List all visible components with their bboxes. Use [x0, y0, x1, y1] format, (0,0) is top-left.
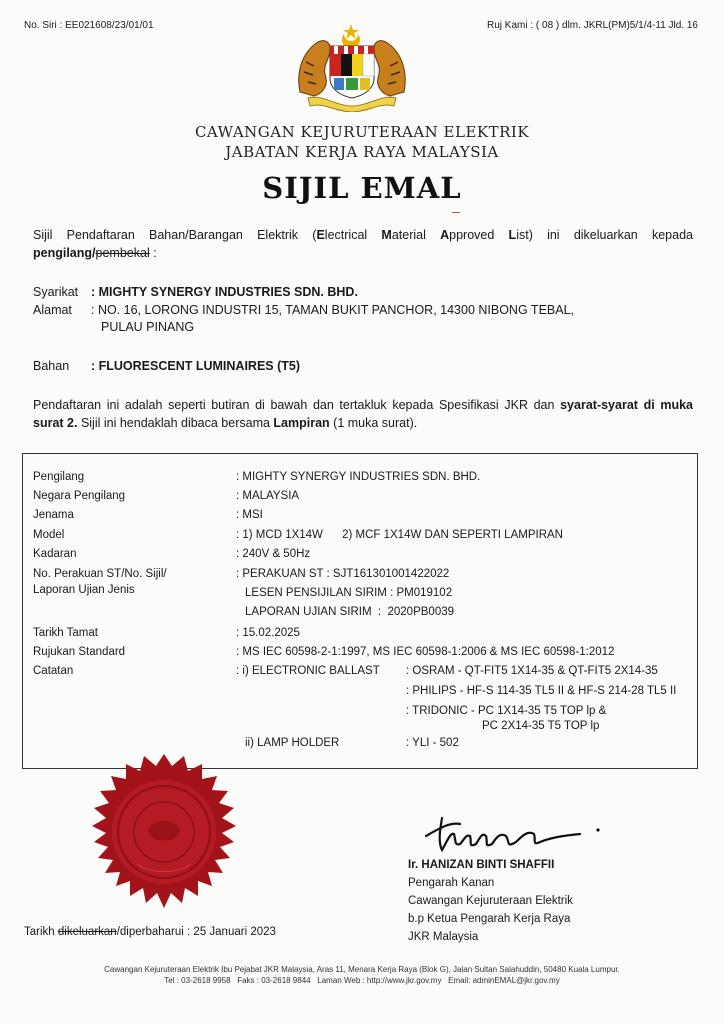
para2-bold-1: syarat-syarat di muka surat 2.: [33, 398, 693, 430]
alamat-line2: PULAU PINANG: [101, 320, 195, 334]
signer-block: [408, 856, 573, 946]
signer-title-2: Cawangan Kejuruteraan Elektrik: [408, 895, 573, 907]
jenama-value: : MSI: [236, 509, 263, 521]
footer-address: Cawangan Kejuruteraan Elektrik Ibu Pejabat JKR Malaysia, Aras 11, Menara Kerja Raya (Blok G), Jalan Sultan Salahuddin, 50480 Kuala Lumpur.: [104, 965, 620, 974]
signer-title-1: Pengarah Kanan: [408, 877, 495, 889]
intro-paragraph: [33, 226, 693, 262]
organization-branch: CAWANGAN KEJURUTERAAN ELEKTRIK: [194, 123, 530, 141]
company-row: [33, 284, 358, 301]
ballast-osram: : OSRAM - QT-FIT5 1X14-35 & QT-FIT5 2X14-35: [406, 665, 658, 677]
handwritten-signature-icon: [420, 808, 610, 858]
para2-text-3: (1 muka surat).: [329, 416, 418, 430]
red-mark: [452, 212, 460, 213]
intro-a: A: [440, 228, 450, 242]
certificate-title: SIJIL EMAL: [262, 171, 462, 205]
intro-text-4: pproved: [449, 228, 509, 242]
organization-department: JABATAN KERJA RAYA MALAYSIA: [225, 143, 499, 161]
intro-end: :: [149, 246, 157, 260]
intro-text-5: ist) ini dikeluarkan kepada: [516, 228, 693, 242]
signer-title-4: JKR Malaysia: [408, 931, 479, 943]
issue-date: [24, 926, 276, 938]
syarikat-label: Syarikat: [33, 285, 79, 299]
intro-l: L: [508, 228, 517, 242]
syarikat-value: : MIGHTY SYNERGY INDUSTRIES SDN. BHD.: [91, 285, 358, 299]
ballast-tridonic-1: : TRIDONIC - PC 1X14-35 T5 TOP lp &: [406, 705, 607, 717]
registration-paragraph: [33, 396, 693, 432]
date-struck: dikeluarkan: [57, 926, 117, 938]
signer-name: Ir. HANIZAN BINTI SHAFFII: [408, 859, 555, 871]
pengilang-value: : MIGHTY SYNERGY INDUSTRIES SDN. BHD.: [236, 471, 481, 483]
perakuan-value-2: LESEN PENSIJILAN SIRIM : PM019102: [245, 587, 453, 599]
footer: [0, 964, 724, 986]
intro-pengilang: pengilang: [33, 246, 93, 260]
perakuan-label-2: Laporan Ujian Jenis: [33, 584, 135, 596]
malaysia-coat-of-arms-icon: [292, 22, 412, 112]
material-row: [33, 358, 300, 375]
bahan-value: : FLUORESCENT LUMINAIRES (T5): [91, 359, 301, 373]
perakuan-value-1: : PERAKUAN ST : SJT161301001422022: [236, 568, 450, 580]
para2-bold-2: Lampiran: [273, 416, 330, 430]
tarikh-tamat-label: Tarikh Tamat: [33, 627, 98, 639]
signer-title-3: b.p Ketua Pengarah Kerja Raya: [408, 913, 571, 925]
jenama-label: Jenama: [33, 509, 74, 521]
date-value: /diperbaharui : 25 Januari 2023: [116, 926, 276, 938]
intro-text-3: aterial: [391, 228, 441, 242]
rujukan-label: Rujukan Standard: [33, 646, 126, 658]
ballast-tridonic-2: PC 2X14-35 T5 TOP lp: [482, 720, 600, 732]
para2-text-1: Pendaftaran ini adalah seperti butiran di bawah dan tertakluk kepada Spesifikasi JKR dan: [33, 398, 561, 412]
perakuan-label-1: No. Perakuan ST/No. Sijil/: [33, 568, 167, 580]
bahan-label: Bahan: [33, 359, 70, 373]
address-row: [33, 302, 574, 319]
ballast-philips: : PHILIPS - HF-S 114-35 TL5 II & HF-S 214-28 TL5 II: [406, 685, 677, 697]
reference-number: Ruj Kami : ( 08 ) dlm. JKRL(PM)5/1/4-11 Jld. 16: [487, 20, 698, 31]
negara-value: : MALAYSIA: [236, 490, 300, 502]
red-wax-seal-icon: [78, 752, 250, 924]
alamat-label: Alamat: [33, 303, 72, 317]
footer-contacts: Tel : 03-2618 9958 Faks : 03-2618 9844 Laman Web : http://www.jkr.gov.my Email: adminEMAL@jkr.gov.my: [164, 976, 560, 985]
date-prefix: Tarikh: [24, 926, 58, 938]
serial-number: No. Siri : EE021608/23/01/01: [24, 20, 154, 31]
negara-label: Negara Pengilang: [33, 490, 126, 502]
rujukan-value: : MS IEC 60598-2-1:1997, MS IEC 60598-1:2006 & MS IEC 60598-1:2012: [236, 646, 615, 658]
model-value: : 1) MCD 1X14W 2) MCF 1X14W DAN SEPERTI LAMPIRAN: [236, 529, 563, 541]
intro-text-1: Sijil Pendaftaran Bahan/Barangan Elektrik (: [33, 228, 317, 242]
pengilang-label: Pengilang: [33, 471, 85, 483]
catatan-lamp-holder: ii) LAMP HOLDER: [245, 737, 340, 749]
intro-pembekal-struck: pembekal: [95, 246, 150, 260]
tarikh-tamat-value: : 15.02.2025: [236, 627, 300, 639]
alamat-line1: : NO. 16, LORONG INDUSTRI 15, TAMAN BUKIT PANCHOR, 14300 NIBONG TEBAL,: [91, 303, 575, 317]
intro-m: M: [381, 228, 392, 242]
lamp-holder-value: : YLI - 502: [406, 737, 459, 749]
intro-slash: /: [92, 246, 96, 260]
catatan-label: Catatan: [33, 665, 74, 677]
kadaran-value: : 240V & 50Hz: [236, 548, 311, 560]
kadaran-label: Kadaran: [33, 548, 77, 560]
para2-text-2: Sijil ini hendaklah dibaca bersama: [77, 416, 274, 430]
catatan-ballast: : i) ELECTRONIC BALLAST: [236, 665, 380, 677]
intro-text-2: lectrical: [324, 228, 382, 242]
model-label: Model: [33, 529, 65, 541]
perakuan-value-3: LAPORAN UJIAN SIRIM : 2020PB0039: [245, 606, 455, 618]
intro-e: E: [316, 228, 325, 242]
